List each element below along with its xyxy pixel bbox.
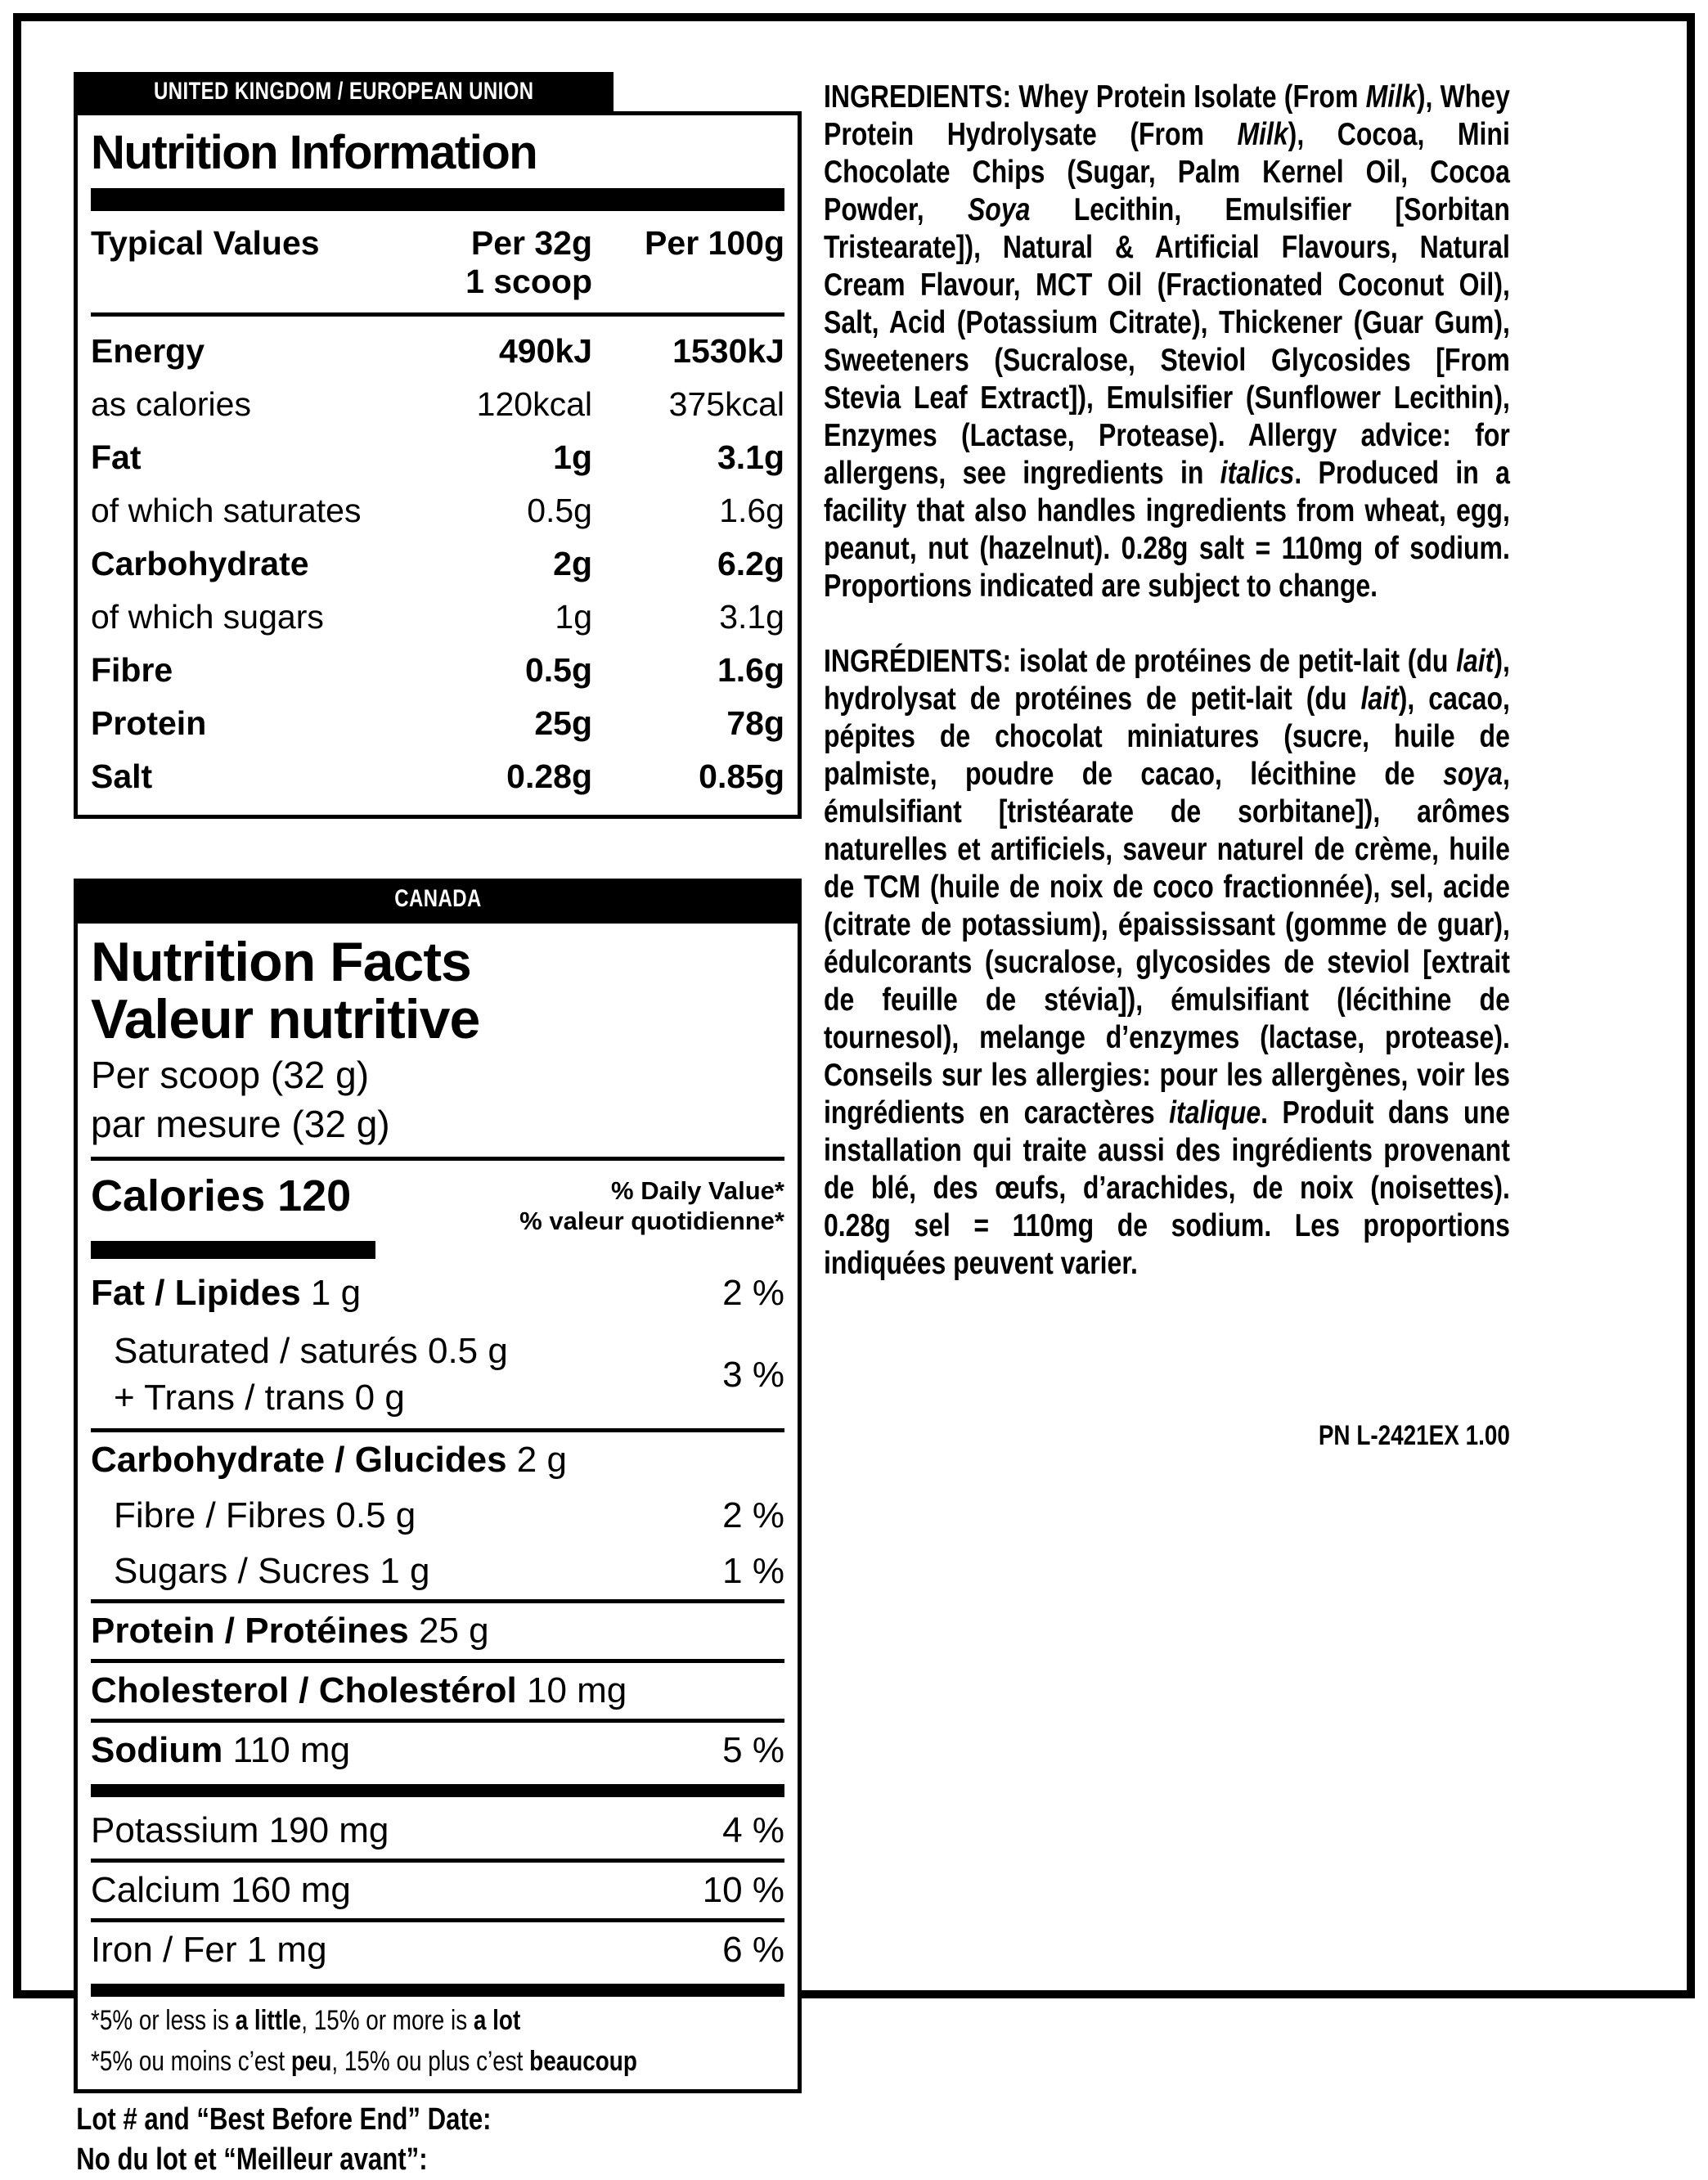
- table-row-sodium: [91, 1723, 784, 1778]
- lot-line-fr: No du lot et “Meilleur avant”:: [76, 2142, 428, 2178]
- iron-label: Iron / Fer 1 mg: [91, 1930, 327, 1971]
- table-row-protein-proteines: [91, 1603, 784, 1659]
- uk-header-per-32g-line1: Per 32g: [470, 224, 592, 262]
- table-row-iron-fer: [91, 1922, 784, 1978]
- potassium-label: Potassium 190 mg: [91, 1810, 389, 1851]
- calories-value: Calories 120: [91, 1171, 352, 1221]
- trans-label: + Trans / trans 0 g: [114, 1377, 405, 1418]
- sodium-label: Sodium 110 mg: [91, 1730, 351, 1771]
- table-row-fibre-fibres: [91, 1488, 784, 1544]
- table-row-sugars: of which sugars 1g 3.1g: [91, 598, 784, 636]
- fibre-daily-value: 2 %: [722, 1495, 784, 1536]
- fat-daily-value: 2 %: [722, 1273, 784, 1314]
- table-row-cholesterol: [91, 1663, 784, 1719]
- iron-daily-value: 6 %: [722, 1930, 784, 1971]
- table-row-fat-lipides: [91, 1265, 784, 1321]
- ingredients-column: [824, 79, 1510, 1452]
- daily-value-footnote-fr: *5% ou moins c’est peu, 15% ou plus c’est beaucoup: [91, 2046, 637, 2078]
- canada-region-bar: [74, 879, 802, 919]
- table-row-carbohydrate-glucides: [91, 1432, 784, 1488]
- uk-nutrition-box: [74, 111, 802, 819]
- uk-header-per-32g: [388, 224, 592, 301]
- daily-value-header-en: % Daily Value*: [611, 1176, 784, 1206]
- lot-best-before-note: [74, 2100, 805, 2179]
- calcium-label: Calcium 160 mg: [91, 1870, 351, 1911]
- sugars-label: Sugars / Sucres 1 g: [114, 1551, 430, 1592]
- table-row-protein: Protein 25g 78g: [91, 704, 784, 742]
- table-row-fat: Fat 1g 3.1g: [91, 438, 784, 476]
- calcium-daily-value: 10 %: [702, 1870, 784, 1911]
- calories-underline-bar: [91, 1241, 375, 1259]
- divider-thick: [91, 1984, 784, 1997]
- canada-region-label: CANADA: [393, 885, 482, 912]
- uk-header-typical-values: Typical Values: [91, 224, 320, 262]
- saturated-trans-daily-value: 3 %: [722, 1354, 784, 1395]
- saturated-label: Saturated / saturés 0.5 g: [114, 1331, 508, 1372]
- uk-header-per-100g: Per 100g: [645, 224, 784, 262]
- table-row-fibre: Fibre 0.5g 1.6g: [91, 651, 784, 689]
- lot-line-en: Lot # and “Best Before End” Date:: [76, 2102, 492, 2137]
- saturated-trans-labels: [91, 1328, 508, 1421]
- uk-table-rows: [91, 317, 784, 803]
- left-column: [74, 72, 802, 2180]
- canada-panel: [74, 879, 802, 2180]
- daily-value-header-fr: % valeur quotidienne*: [519, 1207, 784, 1236]
- table-row-as-calories: as calories 120kcal 375kcal: [91, 385, 784, 423]
- protein-label: Protein / Protéines 25 g: [91, 1611, 489, 1652]
- cholesterol-label: Cholesterol / Cholestérol 10 mg: [91, 1670, 627, 1711]
- uk-header-per-32g-line2: 1 scoop: [465, 263, 592, 300]
- sugars-daily-value: 1 %: [722, 1551, 784, 1592]
- fibre-label: Fibre / Fibres 0.5 g: [114, 1495, 416, 1536]
- divider-thick: [91, 1784, 784, 1797]
- table-row-calcium: [91, 1863, 784, 1918]
- divider-thick: [91, 188, 784, 211]
- calories-row: [91, 1161, 784, 1236]
- table-row-sugars-sucres: [91, 1544, 784, 1599]
- fat-label: Fat / Lipides 1 g: [91, 1273, 362, 1314]
- daily-value-footnote-en: *5% or less is a little, 15% or more is a lot: [91, 2005, 521, 2037]
- sodium-daily-value: 5 %: [722, 1730, 784, 1771]
- nutrition-facts-title-en: Nutrition Facts: [91, 931, 471, 993]
- uk-eu-region-label: UNITED KINGDOM / EUROPEAN UNION: [153, 78, 534, 105]
- table-row-saturates: of which saturates 0.5g 1.6g: [91, 492, 784, 529]
- table-row-carbohydrate: Carbohydrate 2g 6.2g: [91, 545, 784, 582]
- daily-value-header: [519, 1171, 784, 1236]
- uk-panel-title: Nutrition Information: [91, 126, 537, 179]
- table-row-salt: Salt 0.28g 0.85g: [91, 757, 784, 795]
- carbohydrate-label: Carbohydrate / Glucides 2 g: [91, 1440, 567, 1481]
- part-number-code: PN L-2421EX 1.00: [1318, 1420, 1510, 1452]
- table-row-saturated-trans: [91, 1321, 784, 1428]
- ingredients-paragraph-en: INGREDIENTS: Whey Protein Isolate (From Milk), Whey Protein Hydrolysate (From Milk), Cocoa, Mini Chocolate Chips (Sugar, Palm Kernel Oil, Cocoa Powder, Soya Lecithin, Emulsifier [Sorbitan Tristearate]), Natural & Artificial Flavours, Natural Cream Flavour, MCT Oil (Fractionated Coconut Oil), Salt, Acid (Potassium Citrate), Thickener (Guar Gum), Sweeteners (Sucralose, Steviol Glycosides [From Stevia Leaf Extract]), Emulsifier (Sunflower Lecithin), Enzymes (Lactase, Protease). Allergy advice: for allergens, see ingredients in italics. Produced in a facility that also handles ingredients from wheat, egg, peanut, nut (hazelnut). 0.28g salt = 110mg of sodium. Proportions indicated are subject to change.: [824, 79, 1510, 605]
- uk-eu-panel: [74, 72, 802, 819]
- table-row-potassium: [91, 1803, 784, 1859]
- uk-eu-region-bar: [74, 72, 614, 111]
- uk-table-header: [91, 211, 784, 312]
- table-row-energy: Energy 490kJ 1530kJ: [91, 332, 784, 370]
- nutrition-facts-title-fr: Valeur nutritive: [91, 988, 480, 1051]
- ingredients-paragraph-fr: INGRÉDIENTS: isolat de protéines de petit-lait (du lait), hydrolysat de protéines de petit-lait (du lait), cacao, pépites de chocolat miniatures (sucre, huile de palmiste, poudre de cacao, lécithine de soya, émulsifiant [tristéarate de sorbitane]), arômes naturelles et artificiels, saveur naturel de crème, huile de TCM (huile de noix de coco fractionnée), sel, acide (citrate de potassium), épaississant (gomme de guar), édulcorants (sucralose, glycosides de steviol [extrait de feuille de stévia]), émulsifiant (lécithine de tournesol), melange d’enzymes (lactase, protease). Conseils sur les allergies: pour les allergènes, voir les ingrédients en caractères italique. Produit dans une installation qui traite aussi des ingrédients provenant de blé, des œufs, d’arachides, de noix (noisettes). 0.28g sel = 110mg de sodium. Les proportions indiquées peuvent varier.: [824, 644, 1510, 1282]
- potassium-daily-value: 4 %: [722, 1810, 784, 1851]
- canada-nutrition-box: [74, 919, 802, 2093]
- serving-size-en: Per scoop (32 g): [91, 1054, 370, 1097]
- serving-size-fr: par mesure (32 g): [91, 1102, 390, 1145]
